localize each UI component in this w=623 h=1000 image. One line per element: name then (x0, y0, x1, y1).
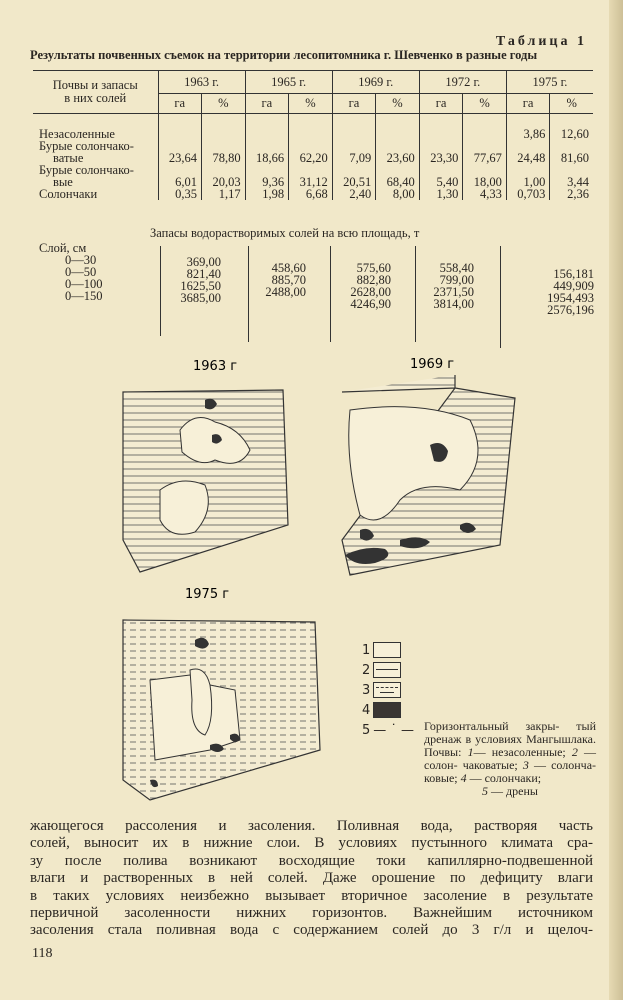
table-cell: 78,80 (202, 140, 246, 164)
table-cell (289, 114, 333, 141)
table-cell: 4,33 (463, 188, 507, 200)
table-cell: 24,48 (506, 140, 550, 164)
salts-value: 2488,00 (265, 285, 306, 299)
table-title: Результаты почвенных съемок на территории лесопитомника г. Шевченко в разные годы (30, 48, 538, 62)
salts-value: 2628,00 (350, 285, 391, 299)
map-1975 (123, 620, 320, 800)
layer-header: Слой, см (39, 241, 87, 255)
table-cell: 12,60 (550, 114, 593, 141)
salts-value: 885,70 (271, 273, 306, 287)
table-cell (202, 114, 246, 141)
solid-swatch (373, 702, 401, 718)
map-label-1963: 1963 г (193, 359, 238, 374)
salts-value: 821,40 (186, 267, 221, 281)
salts-value: 369,00 (186, 255, 221, 269)
table-cell: 1,00 (506, 164, 550, 188)
table-cell: 31,12 (289, 164, 333, 188)
salts-column (160, 246, 221, 336)
table-cell: 6,68 (289, 188, 333, 200)
table-cell: 0,35 (158, 188, 202, 200)
salts-value: 4246,90 (350, 297, 391, 311)
year-header: 1969 г. (332, 71, 419, 94)
map-legend (362, 640, 414, 740)
table-cell: 77,67 (463, 140, 507, 164)
year-header: 1963 г. (158, 71, 245, 94)
text-line: влаги и растворенных в ней солей. Даже орошение по дефициту влаги (30, 870, 593, 887)
table-cell: 23,30 (419, 140, 463, 164)
body-text (30, 818, 593, 940)
table-cell: 1,17 (202, 188, 246, 200)
text-line: в таких условиях неизбежно вызывает вторичное засоление в результате (30, 887, 593, 904)
layer-label: 0—50 (65, 265, 97, 279)
table-cell: 5,40 (419, 164, 463, 188)
table-cell: 0,703 (506, 188, 550, 200)
drain-symbol: — ˙ — (373, 722, 415, 738)
table-row (33, 114, 593, 141)
salts-column (415, 246, 474, 342)
legend-item-1: 1 (362, 640, 414, 660)
salts-column (500, 246, 594, 348)
percent-header: % (463, 94, 507, 114)
table-cell: 23,64 (158, 140, 202, 164)
table-cell (376, 114, 420, 141)
hatch-swatch (373, 662, 401, 678)
year-header: 1965 г. (245, 71, 332, 94)
legend-item-4: 4 (362, 700, 414, 720)
table-cell: 20,03 (202, 164, 246, 188)
year-header: 1972 г. (419, 71, 506, 94)
table-cell: 62,20 (289, 140, 333, 164)
table-cell (158, 114, 202, 141)
map-1963 (123, 390, 288, 572)
table-cell: 7,09 (332, 140, 376, 164)
text-line: засоления стала поливная вода с содержанием солей до 3 г/л и щелоч- (30, 922, 593, 939)
table-cell (419, 114, 463, 141)
table-cell (463, 114, 507, 141)
salts-value: 449,909 (553, 279, 594, 293)
hectares-header: га (245, 94, 289, 114)
hectares-header: га (419, 94, 463, 114)
table-row (33, 164, 593, 188)
salts-value: 575,60 (356, 261, 391, 275)
table-cell: 6,01 (158, 164, 202, 188)
percent-header: % (550, 94, 593, 114)
figure-caption: Горизонтальный закры- тый дренаж в условиях Мангышлака. Почвы: 1— незасоленные; 2 — солон- чаковатые; 3 — солонча- ковые; 4 — солончаки; 5 — дрены (424, 719, 597, 798)
salts-value: 3685,00 (180, 291, 221, 305)
table-row (33, 188, 593, 200)
salts-value: 2371,50 (433, 285, 474, 299)
unsalted-swatch (373, 642, 401, 658)
row-label: Бурые солончако- вые (39, 163, 134, 189)
text-line: солей, выносит их в нижние слои. В условиях пустынного климата сра- (30, 835, 593, 852)
table-label: Таблица 1 (495, 34, 587, 49)
map-label-1969: 1969 г (410, 357, 455, 372)
text-line: жающегося рассоления и засоления. Поливная вода, растворяя часть (30, 818, 593, 834)
percent-header: % (376, 94, 420, 114)
page-number: 118 (32, 946, 53, 961)
salts-value: 882,80 (356, 273, 391, 287)
hectares-header: га (332, 94, 376, 114)
map-label-1975: 1975 г (185, 587, 230, 602)
row-label: Бурые солончако- ватые (39, 139, 134, 165)
row-label: Солончаки (39, 187, 98, 201)
table-row (33, 140, 593, 164)
salts-value: 156,181 (553, 267, 594, 281)
table-cell: 1,30 (419, 188, 463, 200)
layer-label: 0—30 (65, 253, 97, 267)
table-cell (245, 114, 289, 141)
table-cell: 8,00 (376, 188, 420, 200)
percent-header: % (289, 94, 333, 114)
table-cell: 9,36 (245, 164, 289, 188)
map-1969 (342, 375, 515, 575)
salts-value: 558,40 (439, 261, 474, 275)
salts-heading: Запасы водорастворимых солей на всю площадь, т (150, 226, 420, 240)
table-cell: 3,44 (550, 164, 593, 188)
salts-value: 1625,50 (180, 279, 221, 293)
salts-value: 2576,196 (547, 303, 594, 317)
row-header: Почвы и запасы в них солей (33, 71, 158, 114)
dashed-hatch-swatch (373, 682, 401, 698)
table-cell: 2,36 (550, 188, 593, 200)
percent-header: % (202, 94, 246, 114)
layer-labels (39, 242, 103, 302)
table-cell: 3,86 (506, 114, 550, 141)
table-cell (332, 114, 376, 141)
salts-value: 799,00 (439, 273, 474, 287)
table-cell: 81,60 (550, 140, 593, 164)
legend-item-2: 2 (362, 660, 414, 680)
table-cell: 23,60 (376, 140, 420, 164)
legend-item-3: 3 (362, 680, 414, 700)
salts-value: 3814,00 (433, 297, 474, 311)
soil-survey-table (33, 70, 593, 200)
text-line: первичной засоленности нижних горизонтов. Важнейшим источником (30, 905, 593, 922)
hectares-header: га (506, 94, 550, 114)
table-cell: 2,40 (332, 188, 376, 200)
hectares-header: га (158, 94, 202, 114)
legend-item-5: 5 — ˙ — (362, 722, 415, 738)
table-cell: 18,00 (463, 164, 507, 188)
table-cell: 68,40 (376, 164, 420, 188)
table-cell: 1,98 (245, 188, 289, 200)
layer-label: 0—150 (65, 289, 103, 303)
table-cell: 20,51 (332, 164, 376, 188)
layer-label: 0—100 (65, 277, 103, 291)
salts-column (330, 246, 391, 342)
salts-column (248, 246, 306, 342)
year-header: 1975 г. (506, 71, 593, 94)
row-label: Незасоленные (39, 127, 115, 141)
table-cell: 18,66 (245, 140, 289, 164)
text-line: зу после полива возникают восходящие токи капиллярно-подвешенной (30, 852, 593, 869)
salts-value: 1954,493 (547, 291, 594, 305)
salts-value: 458,60 (271, 261, 306, 275)
